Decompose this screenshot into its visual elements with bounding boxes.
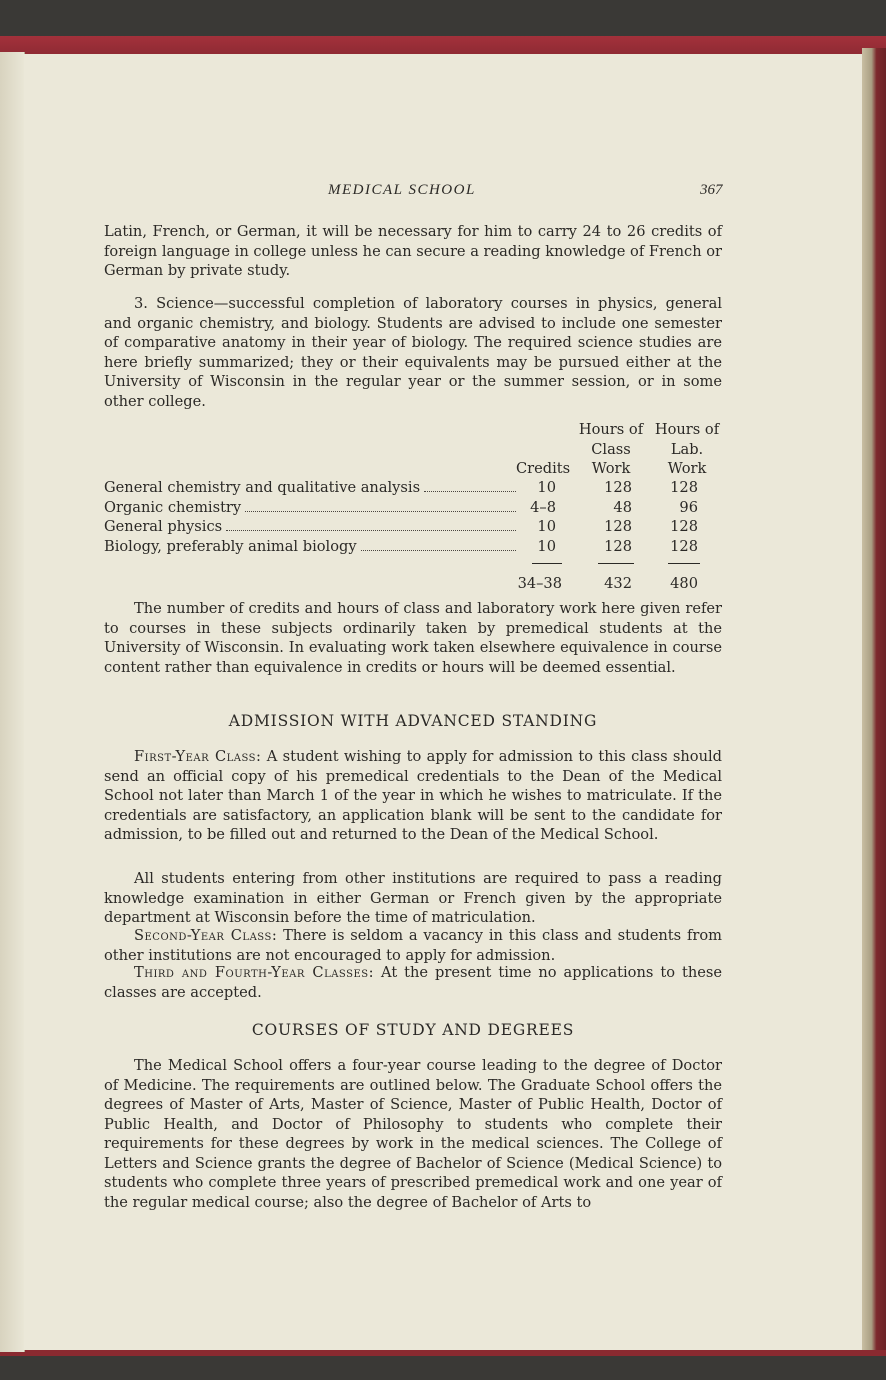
page-number: 367 [700, 182, 723, 198]
book-cover-right-edge [862, 48, 886, 1350]
total-credits: 34–38 [517, 575, 562, 592]
col-header-credits: Credits [516, 460, 571, 477]
book-cover-top-edge [0, 36, 886, 56]
paragraph-second-year-class: Second-Year Class: There is seldom a vacancy in this class and students from other institutions are not encouraged to apply for admission. [104, 927, 722, 964]
lead-third-fourth-year: Third and Fourth-Year Classes: [134, 964, 375, 981]
col-header-lab-hours: Hours of Lab. Work [654, 421, 720, 477]
paragraph-reading-exam: All students entering from other institutions are required to pass a reading knowledge examination in either German or French given by the appropriate department at Wisconsin before the time of matriculation. [104, 870, 722, 926]
book-page [24, 54, 862, 1350]
lead-second-year: Second-Year Class: [134, 927, 278, 944]
total-class-hours: 432 [604, 575, 632, 592]
page-gutter-edge [0, 52, 25, 1352]
heading-advanced-standing: ADMISSION WITH ADVANCED STANDING [228, 712, 598, 730]
running-head: MEDICAL SCHOOL [328, 182, 476, 198]
table-totals-row [104, 574, 722, 594]
paragraph-degrees: The Medical School offers a four-year course leading to the degree of Doctor of Medicine. The requirements are outlined below. The Graduate School offers the degrees of Master of Arts, Master of Science, Master of Public Health, Doctor of Public Health, and Doctor of Philosophy to students who complete their requirements for these degrees by work in the medical sciences. The College of Letters and Science grants the degree of Bachelor of Science (Medical Science) to students who complete three years of prescribed premedical work and one year of the regular medical course; also the degree of Bachelor of Arts to [104, 1057, 722, 1211]
total-rules [104, 563, 722, 567]
paragraph-third-fourth-year: Third and Fourth-Year Classes: At the present time no applications to these classes are accepted. [104, 964, 722, 1001]
col-header-class-hours: Hours of Class Work [578, 421, 644, 477]
paragraph-first-year-class: First-Year Class: A student wishing to apply for admission to this class should send an official copy of his premedical credentials to the Dean of the Medical School not later than March 1 of the year in which he wishes to matriculate. If the credentials are satisfactory, an application blank will be sent to the candidate for admission, to be filled out and returned to the Dean of the Medical School. [104, 748, 722, 843]
table-row: Biology, preferably animal biology 10 128 128 [104, 537, 698, 555]
table-row: Organic chemistry 4–8 48 96 [104, 498, 698, 516]
table-row: General physics 10 128 128 [104, 518, 698, 535]
lead-first-year: First-Year Class: [134, 748, 262, 765]
paragraph-foreign-language: Latin, French, or German, it will be necessary for him to carry 24 to 26 credits of foreign language in college unless he can secure a reading knowledge of French or German by private study. [104, 223, 722, 279]
table-row: General chemistry and qualitative analysis 10 128 128 [104, 479, 698, 496]
heading-courses-of-study: COURSES OF STUDY AND DEGREES [251, 1021, 575, 1039]
total-lab-hours: 480 [670, 575, 698, 592]
paragraph-credit-equivalence: The number of credits and hours of class and laboratory work here given refer to courses in these subjects ordinarily taken by premedical students at the University of Wisconsin. In evaluating work taken elsewhere equivalence in course content rather than equivalence in credits or hours will be deemed essential. [104, 600, 722, 676]
paragraph-science-requirement: 3. Science—successful completion of laboratory courses in physics, general and organic chemistry, and biology. Students are advised to include one semester of comparative anatomy in their year of biology. The required science studies are here briefly summarized; they or their equivalents may be pursued either at the University of Wisconsin in the regular year or the summer session, or in some other college. [104, 295, 722, 410]
